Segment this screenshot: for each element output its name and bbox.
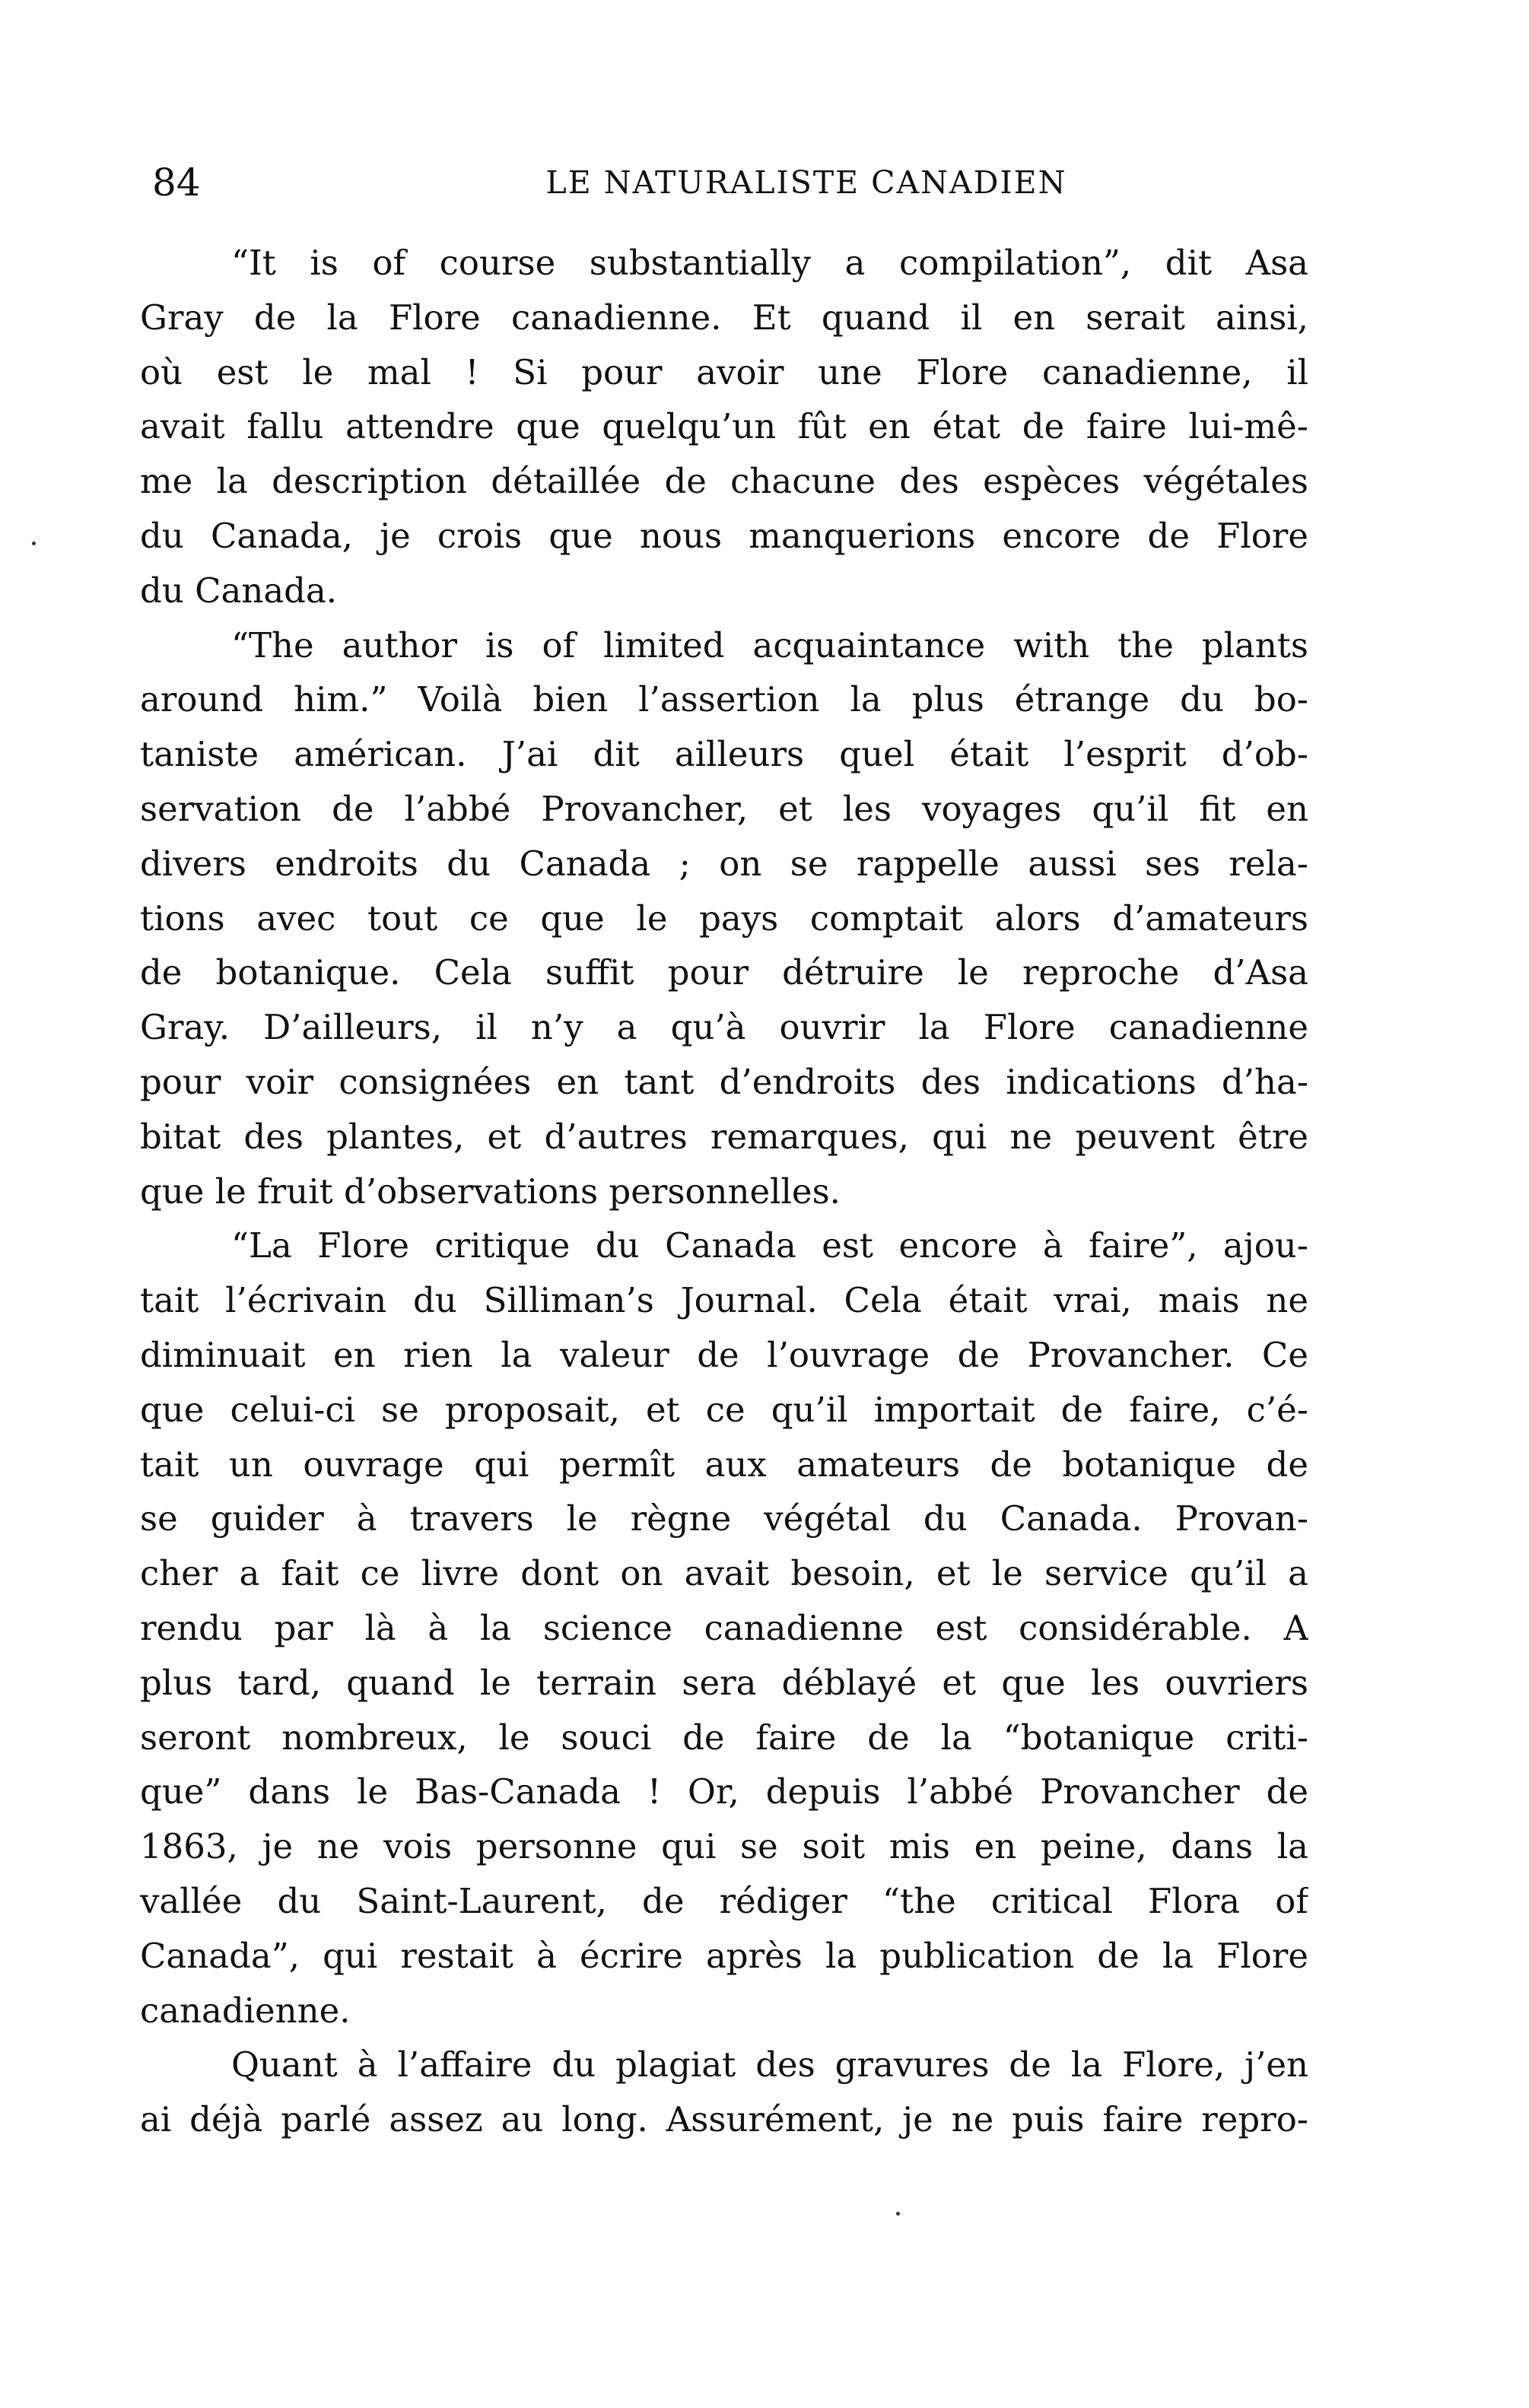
text-line: me la description détaillée de chacune des espèces végétales bbox=[140, 461, 1308, 502]
text-line: pour voir consignées en tant d’endroits des indications d’ha- bbox=[140, 1061, 1308, 1102]
text-line: Canada”, qui restait à écrire après la publication de la Flore bbox=[140, 1935, 1308, 1976]
paragraph-3 bbox=[140, 1218, 1308, 2038]
text-line: taniste américan. J’ai dit ailleurs quel était l’esprit d’ob- bbox=[140, 734, 1308, 775]
text-line: tait un ouvrage qui permît aux amateurs de botanique de bbox=[140, 1444, 1308, 1485]
text-line: “The author is of limited acquaintance with the plants bbox=[231, 624, 1308, 666]
text-line: que le fruit d’observations personnelles. bbox=[140, 1171, 841, 1212]
scan-speck bbox=[32, 542, 36, 545]
text-line: rendu par là à la science canadienne est considérable. A bbox=[140, 1607, 1308, 1648]
text-line: seront nombreux, le souci de faire de la “botanique criti- bbox=[140, 1717, 1308, 1758]
text-line: canadienne. bbox=[140, 1990, 351, 2031]
text-line: Gray. D’ailleurs, il n’y a qu’à ouvrir la Flore canadienne bbox=[140, 1007, 1308, 1048]
text-line: ai déjà parlé assez au long. Assurément, je ne puis faire repro- bbox=[140, 2099, 1308, 2140]
text-line: avait fallu attendre que quelqu’un fût en état de faire lui-mê- bbox=[140, 406, 1308, 447]
text-line: que” dans le Bas-Canada ! Or, depuis l’abbé Provancher de bbox=[140, 1771, 1308, 1812]
page-number: 84 bbox=[152, 160, 201, 205]
text-line: bitat des plantes, et d’autres remarques, qui ne peuvent être bbox=[140, 1116, 1308, 1157]
text-line: où est le mal ! Si pour avoir une Flore canadienne, il bbox=[140, 351, 1308, 392]
body-text bbox=[140, 236, 1308, 2147]
text-line: servation de l’abbé Provancher, et les voyages qu’il fit en bbox=[140, 788, 1308, 829]
text-line: tait l’écrivain du Silliman’s Journal. Cela était vrai, mais ne bbox=[140, 1280, 1308, 1321]
text-line: du Canada. bbox=[140, 570, 338, 611]
text-line: “La Flore critique du Canada est encore à faire”, ajou- bbox=[231, 1225, 1308, 1266]
paragraph-1 bbox=[140, 236, 1308, 618]
text-line: du Canada, je crois que nous manquerions encore de Flore bbox=[140, 515, 1308, 556]
text-line: “It is of course substantially a compilation”, dit Asa bbox=[231, 243, 1308, 283]
text-line: Gray de la Flore canadienne. Et quand il en serait ainsi, bbox=[140, 297, 1308, 338]
text-line: de botanique. Cela suffit pour détruire le reproche d’Asa bbox=[140, 952, 1308, 993]
text-line: divers endroits du Canada ; on se rappelle aussi ses rela- bbox=[140, 843, 1308, 884]
text-line: cher a fait ce livre dont on avait besoin, et le service qu’il a bbox=[140, 1553, 1308, 1594]
text-line: que celui-ci se proposait, et ce qu’il importait de faire, c’é- bbox=[140, 1389, 1308, 1430]
running-head bbox=[152, 152, 1308, 213]
text-line: se guider à travers le règne végétal du Canada. Provan- bbox=[140, 1498, 1308, 1539]
text-line: around him.” Voilà bien l’assertion la plus étrange du bo- bbox=[140, 679, 1308, 720]
text-line: 1863, je ne vois personne qui se soit mis en peine, dans la bbox=[140, 1826, 1308, 1867]
text-line: plus tard, quand le terrain sera déblayé et que les ouvriers bbox=[140, 1662, 1308, 1703]
text-line: diminuait en rien la valeur de l’ouvrage de Provancher. Ce bbox=[140, 1334, 1308, 1375]
journal-title: LE NATURALISTE CANADIEN bbox=[545, 164, 1067, 201]
text-line: Quant à l’affaire du plagiat des gravures de la Flore, j’en bbox=[231, 2044, 1308, 2086]
paragraph-2 bbox=[140, 618, 1308, 1219]
scan-speck bbox=[896, 2212, 900, 2216]
paragraph-4 bbox=[140, 2038, 1308, 2147]
text-line: vallée du Saint-Laurent, de rédiger “the critical Flora of bbox=[140, 1880, 1308, 1921]
text-line: tions avec tout ce que le pays comptait alors d’amateurs bbox=[140, 897, 1308, 939]
